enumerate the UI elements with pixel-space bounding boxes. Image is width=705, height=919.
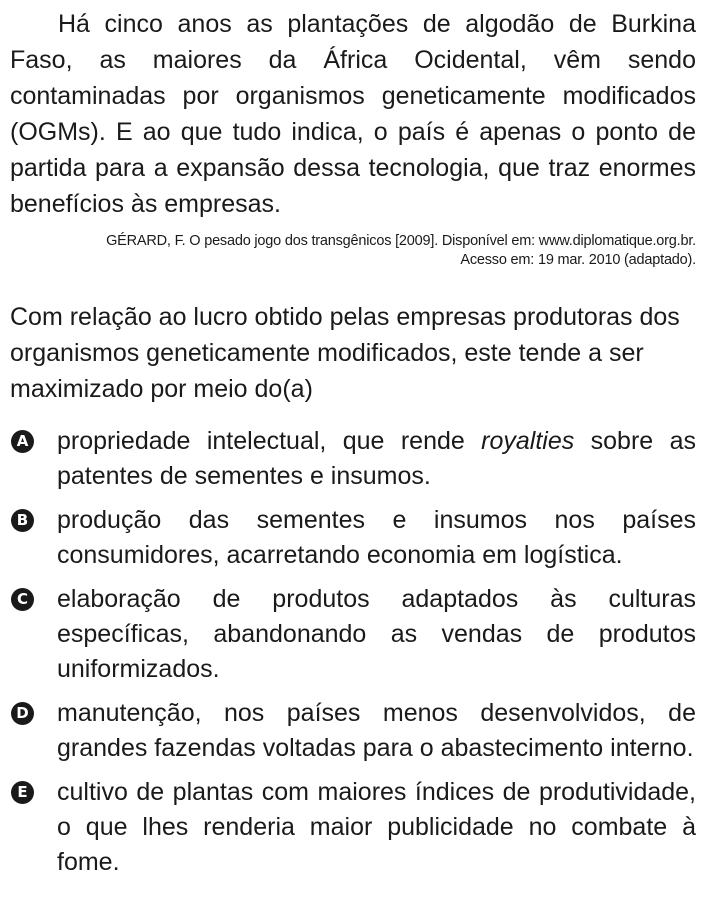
option-a-marker-icon: A (11, 430, 34, 453)
passage-text: Há cinco anos as plantações de algodão de Burkina Faso, as maiores da África Ocidental, vêm sendo contaminadas por organismos geneticamente modificados (OGMs). E ao que tudo indica, o país é apenas o ponto de partida para a expansão dessa tecnologia, que traz enormes benefícios às empresas. (10, 10, 696, 218)
answer-option-a[interactable] (10, 424, 696, 494)
answer-option-e[interactable] (10, 775, 696, 880)
answer-options-list (10, 424, 696, 880)
source-citation (10, 232, 696, 270)
option-d-marker-icon: D (11, 702, 34, 725)
option-e-marker-icon: E (11, 781, 34, 804)
question-prompt: Com relação ao lucro obtido pelas empresas produtoras dos organismos geneticamente modificados, este tende a ser maximizado por meio do(a) (10, 303, 680, 403)
option-c-marker-icon: C (11, 588, 34, 611)
option-b-text: produção das sementes e insumos nos países consumidores, acarretando economia em logística. (57, 506, 696, 569)
option-a-text-start: propriedade intelectual, que rende (57, 427, 482, 455)
option-a-text-italic: royalties (481, 427, 575, 455)
answer-option-d[interactable] (10, 696, 696, 766)
answer-option-b[interactable] (10, 503, 696, 573)
source-citation-line-1: GÉRARD, F. O pesado jogo dos transgênicos [2009]. Disponível em: www.diplomatique.org.br. (106, 233, 696, 249)
option-a-text-end: sobre as patentes de sementes e insumos. (57, 427, 696, 490)
option-e-text: cultivo de plantas com maiores índices de produtividade, o que lhes renderia maior publicidade no combate à fome. (57, 778, 696, 876)
question-page (10, 6, 696, 889)
option-b-marker-icon: B (11, 509, 34, 532)
option-d-text: manutenção, nos países menos desenvolvidos, de grandes fazendas voltadas para o abastecimento interno. (57, 699, 696, 762)
answer-option-c[interactable] (10, 582, 696, 687)
option-c-text: elaboração de produtos adaptados às culturas específicas, abandonando as vendas de produtos uniformizados. (57, 585, 696, 683)
source-citation-line-2: Acesso em: 19 mar. 2010 (adaptado). (460, 252, 696, 268)
